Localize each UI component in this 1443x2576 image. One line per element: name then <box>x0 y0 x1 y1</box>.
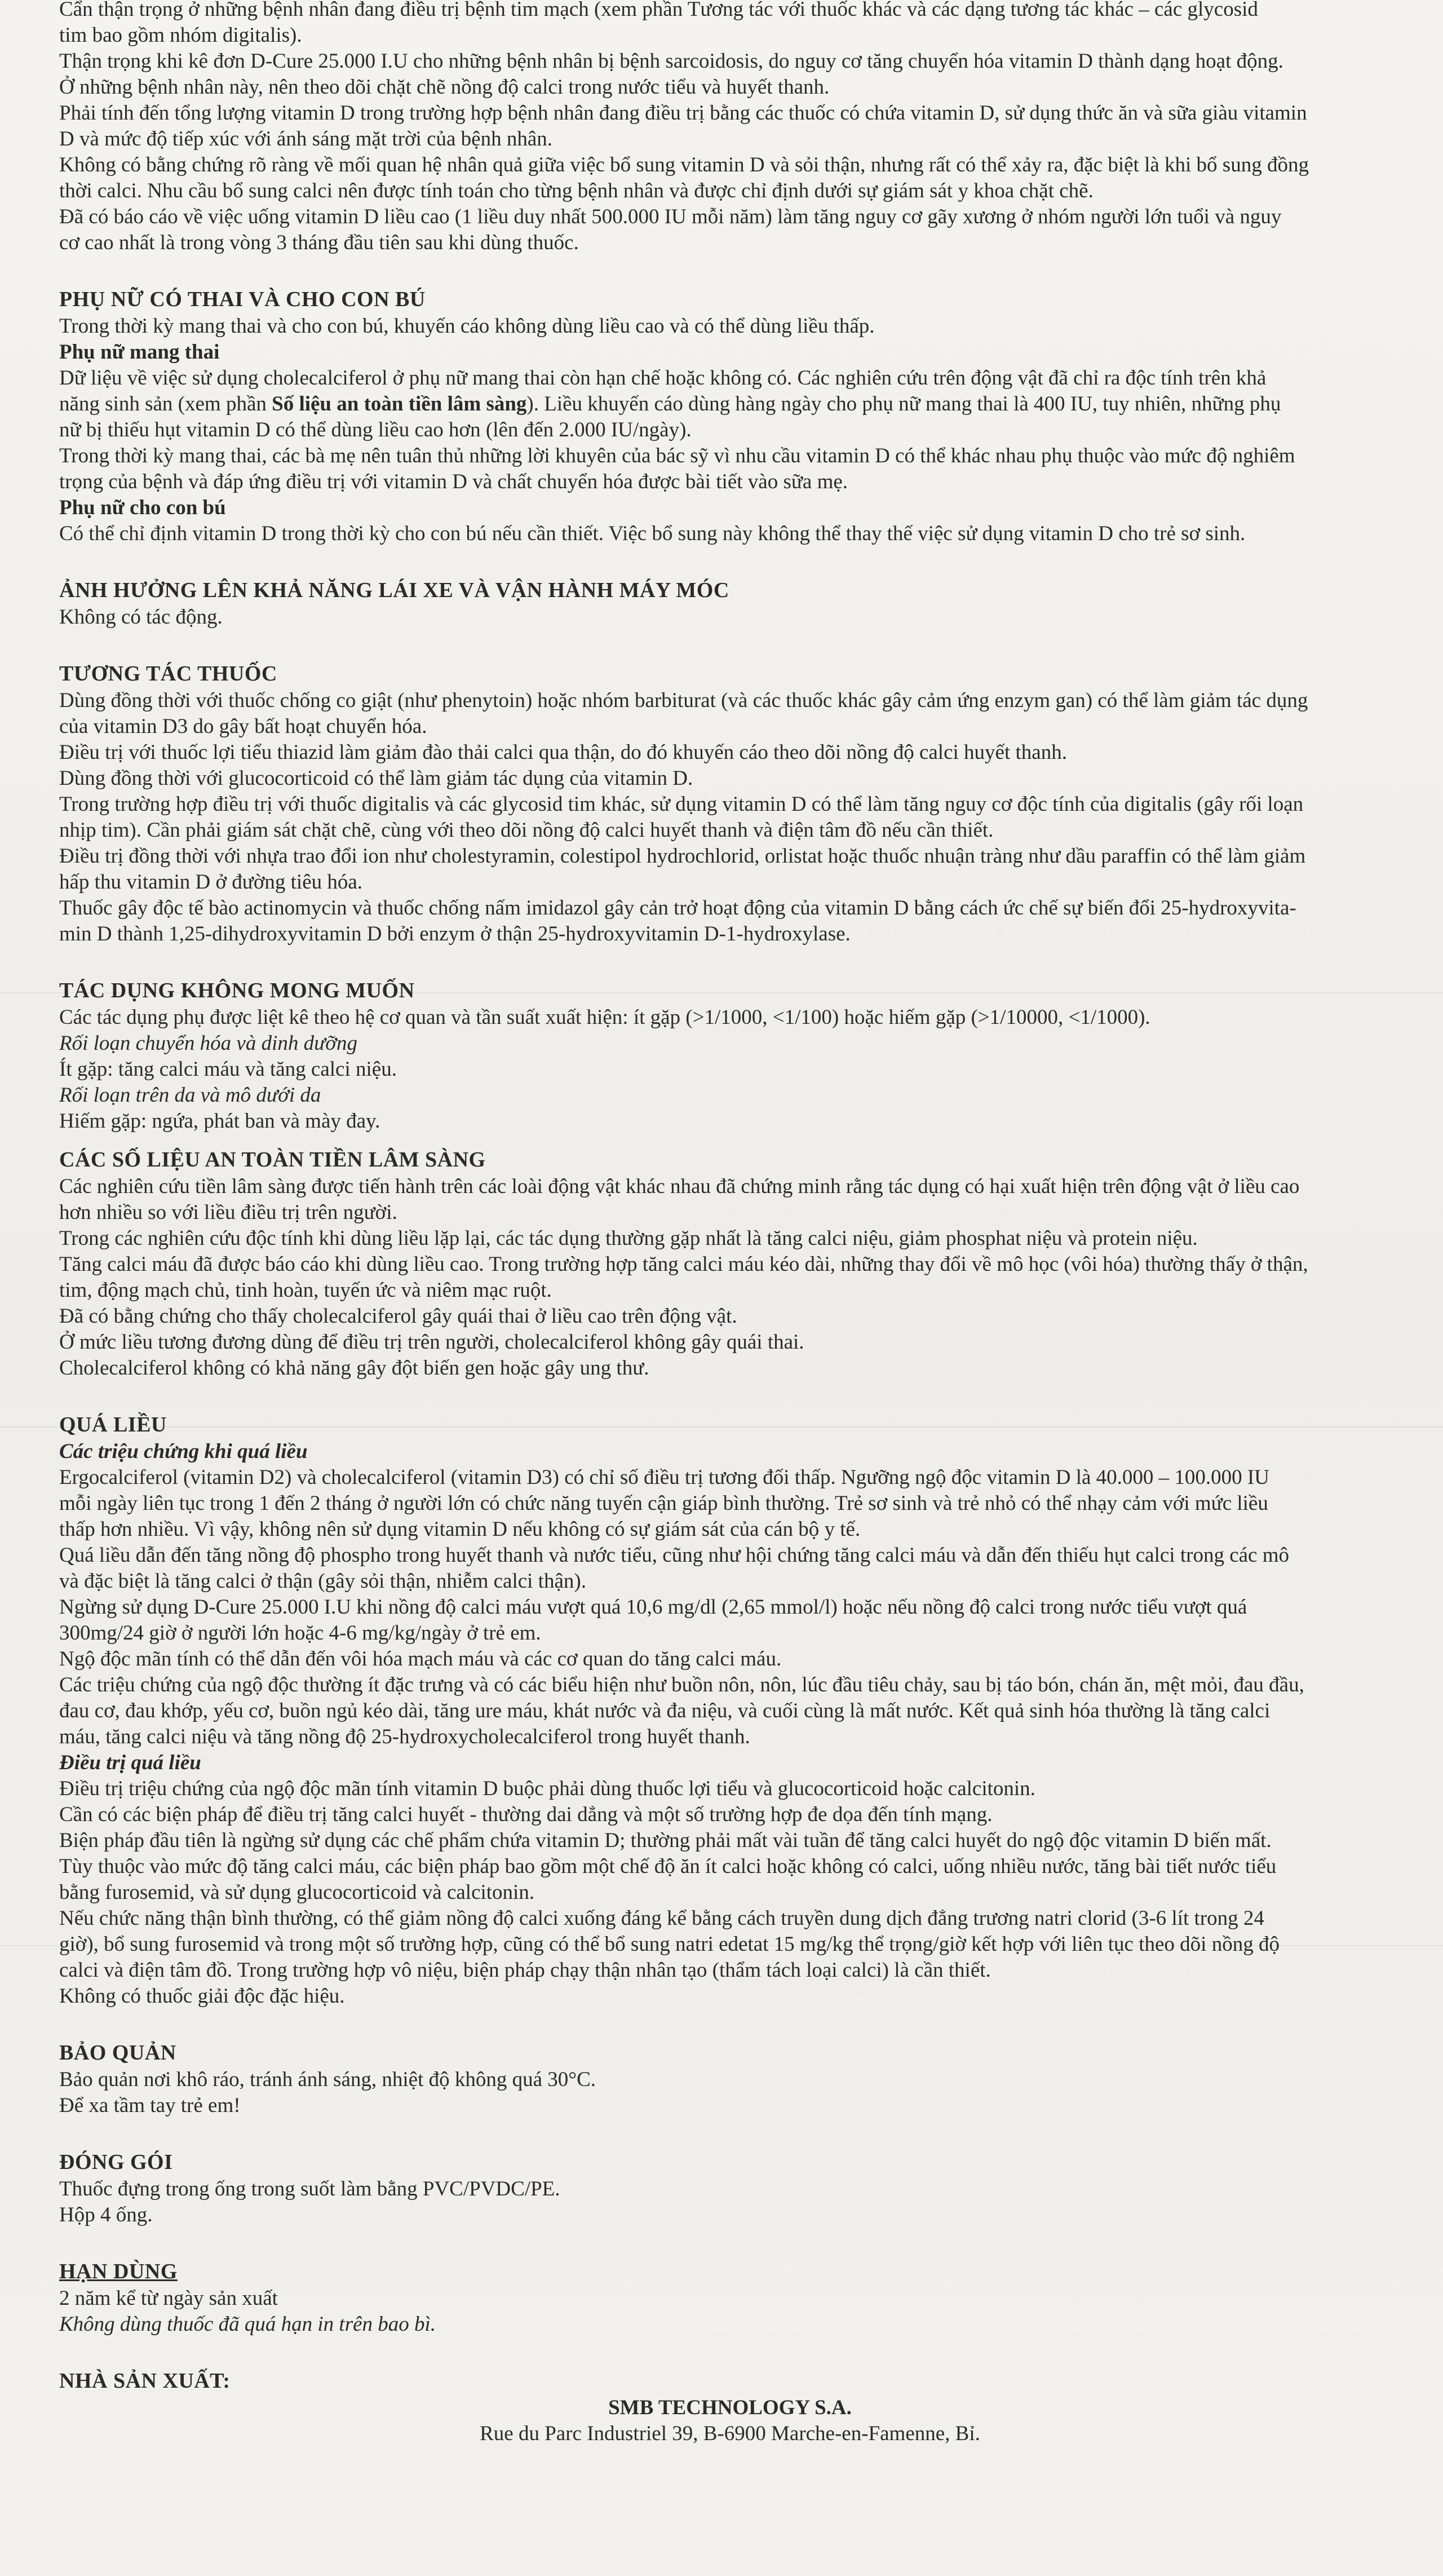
body-line: của vitamin D3 do gây bất hoạt chuyển hóa. <box>59 715 427 738</box>
manufacturer-name: SMB TECHNOLOGY S.A. <box>608 2396 852 2419</box>
intro-line: Cẩn thận trọng ở những bệnh nhân đang điều trị bệnh tim mạch (xem phần Tương tác với thuốc khác và các dạng tương tác khác – các glycosid <box>59 0 1258 21</box>
body-line: bằng furosemid, và sử dụng glucocorticoid và calcitonin. <box>59 1881 535 1904</box>
body-line: Ngộ độc mãn tính có thể dẫn đến vôi hóa mạch máu và các cơ quan do tăng calci máu. <box>59 1647 782 1671</box>
body-line: Không có thuốc giải độc đặc hiệu. <box>59 1985 345 2008</box>
body-line: Điều trị với thuốc lợi tiểu thiazid làm giảm đào thải calci qua thận, do đó khuyến cáo theo dõi nồng độ calci huyết thanh. <box>59 741 1067 764</box>
section-heading: PHỤ NỮ CÓ THAI VÀ CHO CON BÚ <box>59 288 426 311</box>
body-line: trọng của bệnh và đáp ứng điều trị với vitamin D và chất chuyển hóa được bài tiết vào sữa mẹ. <box>59 470 848 493</box>
body-line: min D thành 1,25-dihydroxyvitamin D bởi enzym ở thận 25-hydroxyvitamin D-1-hydroxylase. <box>59 922 851 945</box>
body-line: Điều trị đồng thời với nhựa trao đổi ion như cholestyramin, colestipol hydrochlorid, orlistat hoặc thuốc nhuận tràng như dầu paraffin có thể làm giảm <box>59 845 1306 868</box>
intro-line: cơ cao nhất là trong vòng 3 tháng đầu tiên sau khi dùng thuốc. <box>59 231 579 254</box>
pregnancy-section <box>59 285 1401 547</box>
body-line: thấp hơn nhiều. Vì vậy, không nên sử dụng vitamin D nếu không có sự giám sát của cán bộ y tế. <box>59 1518 861 1541</box>
body-line: Trong thời kỳ mang thai và cho con bú, khuyến cáo không dùng liều cao và có thể dùng liều thấp. <box>59 315 875 338</box>
packaging-section <box>59 2148 1401 2228</box>
body-line: hấp thu vitamin D ở đường tiêu hóa. <box>59 871 363 894</box>
intro-line: D và mức độ tiếp xúc với ánh sáng mặt trời của bệnh nhân. <box>59 127 553 151</box>
section-heading: BẢO QUẢN <box>59 2041 176 2065</box>
interactions-section <box>59 660 1401 947</box>
body-line: Ít gặp: tăng calci máu và tăng calci niệu. <box>59 1058 397 1081</box>
intro-line: thời calci. Nhu cầu bổ sung calci nên được tính toán cho từng bệnh nhân và được chỉ định dưới sự giám sát y khoa chặt chẽ. <box>59 179 1094 202</box>
body-line: Dữ liệu về việc sử dụng cholecalciferol ở phụ nữ mang thai còn hạn chế hoặc không có. Các nghiên cứu trên động vật đã chỉ ra độc tính trên khả <box>59 366 1267 390</box>
body-line: Các nghiên cứu tiền lâm sàng được tiến hành trên các loài động vật khác nhau đã chứng minh rằng tác dụng có hại xuất hiện trên động vật ở liều cao <box>59 1175 1300 1198</box>
body-line: Không dùng thuốc đã quá hạn in trên bao bì. <box>59 2313 436 2336</box>
organ-class: Rối loạn chuyển hóa và dinh dưỡng <box>59 1032 358 1055</box>
intro-section <box>59 0 1401 256</box>
intro-line: Không có bằng chứng rõ ràng về mối quan hệ nhân quả giữa việc bổ sung vitamin D và sỏi thận, nhưng rất có thể xảy ra, đặc biệt là khi bổ sung đồng <box>59 153 1309 176</box>
body-line: Trong thời kỳ mang thai, các bà mẹ nên tuân thủ những lời khuyên của bác sỹ vì nhu cầu vitamin D có thể khác nhau phụ thuộc vào mức độ nghiêm <box>59 444 1295 467</box>
storage-section <box>59 2039 1401 2119</box>
intro-line: Đã có báo cáo về việc uống vitamin D liều cao (1 liều duy nhất 500.000 IU mỗi năm) làm tăng nguy cơ gãy xương ở nhóm người lớn tuổi và nguy <box>59 205 1282 228</box>
body-line: nhịp tim). Cần phải giám sát chặt chẽ, cùng với theo dõi nồng độ calci huyết thanh và điện tâm đồ nếu cần thiết. <box>59 819 994 842</box>
intro-line: tim bao gồm nhóm digitalis). <box>59 24 302 47</box>
section-heading: ĐÓNG GÓI <box>59 2150 173 2174</box>
body-line: Dùng đồng thời với glucocorticoid có thể làm giảm tác dụng của vitamin D. <box>59 767 693 790</box>
body-line: Biện pháp đầu tiên là ngừng sử dụng các chế phẩm chứa vitamin D; thường phải mất vài tuần để tăng calci huyết do ngộ độc vitamin D biến mất. <box>59 1829 1272 1852</box>
body-line: Bảo quản nơi khô ráo, tránh ánh sáng, nhiệt độ không quá 30°C. <box>59 2068 596 2091</box>
body-line: Quá liều dẫn đến tăng nồng độ phospho trong huyết thanh và nước tiểu, cũng như hội chứng tăng calci máu và dẫn đến thiếu hụt calci trong các mô <box>59 1544 1289 1567</box>
section-heading: HẠN DÙNG <box>59 2260 178 2283</box>
cross-reference: Số liệu an toàn tiền lâm sàng <box>272 392 527 416</box>
body-line: nữ bị thiếu hụt vitamin D có thể dùng liều cao hơn (lên đến 2.000 IU/ngày). <box>59 418 692 441</box>
body-line: Trong các nghiên cứu độc tính khi dùng liều lặp lại, các tác dụng thường gặp nhất là tăng calci niệu, giảm phosphat niệu và protein niệu. <box>59 1227 1198 1250</box>
subheading: Phụ nữ mang thai <box>59 341 220 364</box>
body-line: mỗi ngày liên tục trong 1 đến 2 tháng ở người lớn có chức năng tuyến cận giáp bình thường. Trẻ sơ sinh và trẻ nhỏ có thể nhạy cảm với mức liều <box>59 1492 1268 1515</box>
body-line: Cholecalciferol không có khả năng gây đột biến gen hoặc gây ung thư. <box>59 1357 649 1380</box>
body-line: Ngừng sử dụng D-Cure 25.000 I.U khi nồng độ calci máu vượt quá 10,6 mg/dl (2,65 mmol/l) hoặc nếu nồng độ calci trong nước tiểu vượt quá <box>59 1596 1247 1619</box>
body-line: Tùy thuộc vào mức độ tăng calci máu, các biện pháp bao gồm một chế độ ăn ít calci hoặc không có calci, uống nhiều nước, tăng bài tiết nước tiểu <box>59 1855 1277 1878</box>
body-line: Ergocalciferol (vitamin D2) và cholecalciferol (vitamin D3) có chỉ số điều trị tương đối thấp. Ngưỡng ngộ độc vitamin D là 40.000 – 100.000 IU <box>59 1466 1269 1489</box>
body-line: hơn nhiều so với liều điều trị trên người. <box>59 1201 397 1224</box>
body-line: calci và điện tâm đồ. Trong trường hợp vô niệu, biện pháp chạy thận nhân tạo (thẩm tách loại calci) là cần thiết. <box>59 1959 991 1982</box>
overdose-section <box>59 1411 1401 2009</box>
organ-class: Rối loạn trên da và mô dưới da <box>59 1084 321 1107</box>
body-line: 2 năm kể từ ngày sản xuất <box>59 2287 278 2310</box>
subheading: Phụ nữ cho con bú <box>59 496 226 519</box>
body-line: Hiếm gặp: ngứa, phát ban và mày đay. <box>59 1110 380 1133</box>
body-line: Đã có bằng chứng cho thấy cholecalciferol gây quái thai ở liều cao trên động vật. <box>59 1305 737 1328</box>
body-line: Ở mức liều tương đương dùng để điều trị trên người, cholecalciferol không gây quái thai. <box>59 1331 804 1354</box>
body-line: Các triệu chứng của ngộ độc thường ít đặc trưng và có các biểu hiện như buồn nôn, nôn, lúc đầu tiêu chảy, sau bị táo bón, chán ăn, mệt mỏi, đau đầu, <box>59 1673 1304 1696</box>
body-line: năng sinh sản (xem phần Số liệu an toàn tiền lâm sàng). Liều khuyến cáo dùng hàng ngày cho phụ nữ mang thai là 400 IU, tuy nhiên, những phụ <box>59 392 1281 416</box>
intro-line: Thận trọng khi kê đơn D-Cure 25.000 I.U cho những bệnh nhân bị bệnh sarcoidosis, do nguy cơ tăng chuyển hóa vitamin D thành dạng hoạt động. <box>59 50 1283 73</box>
body-line: tim, động mạch chủ, tinh hoàn, tuyến ức và niêm mạc ruột. <box>59 1279 552 1302</box>
body-line: Không có tác động. <box>59 606 223 629</box>
body-line: Có thể chỉ định vitamin D trong thời kỳ cho con bú nếu cần thiết. Việc bổ sung này không thể thay thế việc sử dụng vitamin D cho trẻ sơ sinh. <box>59 522 1246 545</box>
intro-line: Ở những bệnh nhân này, nên theo dõi chặt chẽ nồng độ calci trong nước tiểu và huyết thanh. <box>59 76 830 99</box>
body-line: 300mg/24 giờ ở người lớn hoặc 4-6 mg/kg/ngày ở trẻ em. <box>59 1621 541 1645</box>
preclinical-section <box>59 1146 1401 1381</box>
section-heading: TÁC DỤNG KHÔNG MONG MUỐN <box>59 979 415 1002</box>
section-heading: QUÁ LIỀU <box>59 1413 167 1437</box>
section-heading: CÁC SỐ LIỆU AN TOÀN TIỀN LÂM SÀNG <box>59 1148 486 1172</box>
body-line: máu, tăng calci niệu và tăng nồng độ 25-hydroxycholecalciferol trong huyết thanh. <box>59 1725 750 1748</box>
body-line: Thuốc gây độc tế bào actinomycin và thuốc chống nấm imidazol gây cản trở hoạt động của vitamin D bằng cách ức chế sự biến đổi 25-hydroxyvita- <box>59 896 1296 920</box>
body-line: Dùng đồng thời với thuốc chống co giật (như phenytoin) hoặc nhóm barbiturat (và các thuốc khác gây cảm ứng enzym gan) có thể làm giảm tác dụng <box>59 689 1308 712</box>
body-line: đau cơ, đau khớp, yếu cơ, buồn ngủ kéo dài, tăng ure máu, khát nước và đa niệu, và cuối cùng là mất nước. Kết quả sinh hóa thường là tăng calci <box>59 1699 1271 1722</box>
body-line: Các tác dụng phụ được liệt kê theo hệ cơ quan và tần suất xuất hiện: ít gặp (>1/1000, <1/100) hoặc hiếm gặp (>1/10000, <1/1000). <box>59 1006 1150 1029</box>
subheading: Các triệu chứng khi quá liều <box>59 1440 308 1463</box>
adverse-section <box>59 977 1401 1134</box>
section-heading: TƯƠNG TÁC THUỐC <box>59 662 277 686</box>
body-line: Cần có các biện pháp để điều trị tăng calci huyết - thường dai dẳng và một số trường hợp đe dọa đến tính mạng. <box>59 1803 993 1826</box>
body-line: và đặc biệt là tăng calci ở thận (gây sỏi thận, nhiễm calci thận). <box>59 1570 586 1593</box>
section-heading: NHÀ SẢN XUẤT: <box>59 2369 231 2393</box>
body-line: giờ), bổ sung furosemid và trong một số trường hợp, cũng có thể bổ sung natri edetat 15 mg/kg thể trọng/giờ kết hợp với liên tục theo dõi nồng độ <box>59 1933 1280 1956</box>
body-line: Nếu chức năng thận bình thường, có thể giảm nồng độ calci xuống đáng kể bằng cách truyền dung dịch đẳng trương natri clorid (3-6 lít trong 24 <box>59 1907 1264 1930</box>
driving-section <box>59 576 1401 630</box>
leaflet-text <box>59 0 1401 2447</box>
subheading: Điều trị quá liều <box>59 1751 201 1774</box>
section-heading: ẢNH HƯỞNG LÊN KHẢ NĂNG LÁI XE VÀ VẬN HÀNH MÁY MÓC <box>59 578 729 602</box>
expiry-section <box>59 2257 1401 2338</box>
body-line: Hộp 4 ống. <box>59 2203 153 2226</box>
body-line: Tăng calci máu đã được báo cáo khi dùng liều cao. Trong trường hợp tăng calci máu kéo dài, những thay đổi về mô học (vôi hóa) thường thấy ở thận, <box>59 1253 1308 1276</box>
body-line: Điều trị triệu chứng của ngộ độc mãn tính vitamin D buộc phải dùng thuốc lợi tiểu và glucocorticoid hoặc calcitonin. <box>59 1777 1035 1800</box>
body-line: Để xa tầm tay trẻ em! <box>59 2094 241 2117</box>
body-line: Thuốc đựng trong ống trong suốt làm bằng PVC/PVDC/PE. <box>59 2177 560 2201</box>
manufacturer-address: Rue du Parc Industriel 39, B-6900 Marche-en-Famenne, Bỉ. <box>480 2422 980 2445</box>
manufacturer-section <box>59 2367 1401 2447</box>
intro-line: Phải tính đến tổng lượng vitamin D trong trường hợp bệnh nhân đang điều trị bằng các thuốc có chứa vitamin D, sử dụng thức ăn và sữa giàu vitamin <box>59 101 1307 125</box>
body-line: Trong trường hợp điều trị với thuốc digitalis và các glycosid tim khác, sử dụng vitamin D có thể làm tăng nguy cơ độc tính của digitalis (gây rối loạn <box>59 793 1304 816</box>
